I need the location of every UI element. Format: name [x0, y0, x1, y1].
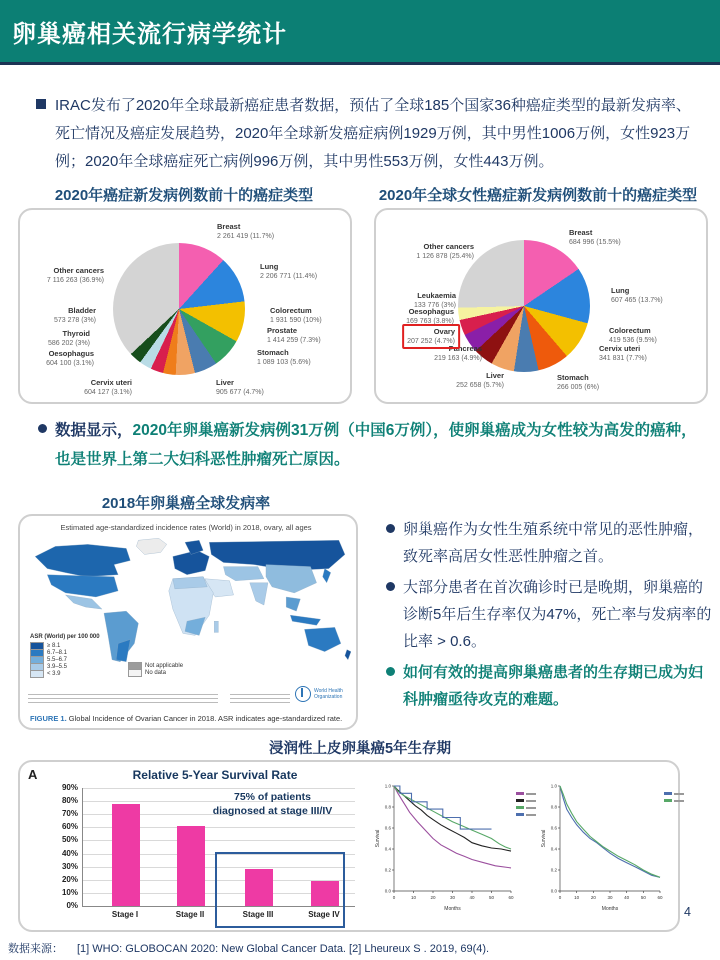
who-emblem-icon — [295, 686, 311, 702]
round-bullet-icon — [38, 424, 47, 433]
slice-value: 1 414 259 (7.3%) — [267, 336, 321, 344]
svg-text:Survival: Survival — [375, 829, 381, 848]
slice-value: 604 100 (3.1%) — [46, 359, 94, 367]
slice-value: 207 252 (4.7%) — [407, 337, 455, 345]
bullet-text: 大部分患者在首次确诊时已是晚期，卵巢癌的诊断5年后生存率仅为47%，死亡率与发病率的比率 > 0.6。 — [403, 579, 712, 650]
slice-value: 684 996 (15.5%) — [569, 238, 621, 246]
slice-value: 604 127 (3.1%) — [84, 388, 132, 396]
y-tick-label: 40% — [61, 848, 78, 858]
slice-name: Bladder — [68, 306, 96, 315]
map-section-title: 2018年卵巢癌全球发病率 — [101, 495, 271, 512]
y-tick-label: 30% — [61, 861, 78, 871]
svg-text:0.2: 0.2 — [550, 867, 557, 873]
list-item-emphasis — [386, 659, 712, 713]
km-legend-item — [516, 797, 536, 804]
legend-row — [128, 669, 183, 676]
map-legend-extra — [128, 662, 183, 676]
footer-sources — [8, 940, 489, 956]
slice-name: Lung — [260, 262, 279, 271]
y-tick-label: 70% — [61, 809, 78, 819]
slice-value: 1 931 590 (10%) — [270, 316, 322, 324]
slice-value: 2 206 771 (11.4%) — [260, 272, 318, 280]
pie-slice-label — [260, 262, 317, 281]
page-number: 4 — [684, 905, 691, 919]
world-map-panel — [18, 514, 358, 730]
km-legend-text — [526, 793, 536, 795]
x-tick-label: Stage IV — [308, 910, 340, 919]
x-tick-label: Stage II — [175, 910, 205, 919]
svg-text:0: 0 — [392, 895, 396, 900]
km-legend-text — [674, 793, 684, 795]
svg-text:50: 50 — [488, 895, 495, 900]
svg-text:0.6: 0.6 — [550, 825, 557, 831]
pie-slice-label — [456, 371, 504, 390]
slice-value: 169 763 (3.8%) — [406, 317, 454, 325]
pie-slice-label — [46, 349, 94, 368]
svg-text:20: 20 — [590, 895, 596, 900]
pie-slice-label — [270, 306, 322, 325]
svg-text:60: 60 — [657, 895, 663, 900]
svg-text:0: 0 — [558, 895, 562, 900]
intro-text: IRAC发布了2020年全球最新癌症患者数据，预估了全球185个国家36种癌症类型的最新发病率、死亡情况及癌症发展趋势，2020年全球新发癌症病例1929万例，其中男性1006万例，女性923万例；2020年全球癌症死亡病例996万例，其中男性553万例，女性443万例。 — [55, 97, 691, 170]
list-item — [386, 516, 712, 570]
pie-graphic — [113, 243, 245, 375]
slice-value: 133 776 (3%) — [413, 301, 456, 309]
pie-slice-label — [609, 326, 657, 345]
bar-chart-title: Relative 5-Year Survival Rate — [132, 768, 298, 782]
right-bullet-list — [386, 516, 712, 717]
round-bullet-icon — [386, 524, 395, 533]
survival-curve — [394, 786, 492, 829]
slice-value: 219 163 (4.9%) — [434, 354, 482, 362]
pie-slice-label — [48, 329, 90, 348]
pie-slice-label — [216, 378, 264, 397]
map-fineprint-right — [230, 694, 290, 706]
pie-slice-label — [54, 306, 96, 325]
svg-text:0.4: 0.4 — [550, 846, 557, 852]
pie-slice-label — [47, 266, 104, 285]
km-legend-swatch — [664, 799, 672, 802]
survival-panel — [18, 760, 680, 932]
list-item — [386, 574, 712, 655]
km-legend-swatch — [516, 792, 524, 795]
slice-value: 573 278 (3%) — [53, 316, 96, 324]
figure-label: FIGURE 1. — [30, 714, 67, 723]
pie-chart-all-cancers — [18, 208, 352, 404]
slice-value: 2 261 419 (11.7%) — [217, 232, 275, 240]
survival-curve-chart-1 — [372, 778, 517, 913]
who-logo — [295, 686, 348, 702]
km-legend-item — [664, 797, 684, 804]
annotation — [180, 790, 365, 818]
slice-name: Lung — [611, 286, 630, 295]
panel-letter-label: A — [28, 767, 38, 782]
svg-text:0.2: 0.2 — [384, 867, 391, 873]
gridline — [83, 788, 355, 789]
slice-value: 586 202 (3%) — [47, 339, 90, 347]
km-legend-swatch — [664, 792, 672, 795]
y-tick-label: 90% — [61, 783, 78, 792]
km-legend-item — [516, 790, 536, 797]
x-tick-label: Stage I — [111, 910, 139, 919]
pie-slice-label — [569, 228, 621, 247]
highlight-lead: 数据显示， — [55, 422, 133, 439]
legend-label: ≥ 8.1 — [47, 642, 61, 649]
km-legend-swatch — [516, 813, 524, 816]
svg-text:0.4: 0.4 — [384, 846, 391, 852]
pie-slice-label — [416, 242, 474, 261]
round-bullet-icon — [386, 667, 395, 676]
km-legend-text — [526, 807, 536, 809]
slice-name: Liver — [216, 378, 234, 387]
km-legend-2 — [664, 790, 684, 804]
svg-text:40: 40 — [469, 895, 475, 900]
svg-text:Months: Months — [601, 906, 619, 912]
km-legend-item — [516, 804, 536, 811]
slice-value: 419 536 (9.5%) — [609, 336, 657, 344]
y-tick-label: 20% — [61, 874, 78, 884]
square-bullet-icon — [36, 99, 46, 109]
y-tick-label: 0% — [66, 901, 78, 910]
map-subtitle: Estimated age-standardized incidence rates (World) in 2018, ovary, all ages — [60, 523, 312, 532]
slice-value: 341 831 (7.7%) — [599, 354, 647, 362]
slice-name: Colorectum — [270, 306, 312, 315]
slice-name: Cervix uteri — [599, 344, 641, 353]
pie-chart-title-all: 2020年癌症新发病例数前十的癌症类型 — [54, 187, 314, 204]
slice-value: 1 126 878 (25.4%) — [416, 252, 474, 260]
sources-refs: [1] WHO: GLOBOCAN 2020: New Global Cancer Data. [2] Lheureux S . 2019, 69(4). — [77, 943, 490, 955]
slice-name: Colorectum — [609, 326, 651, 335]
round-bullet-icon — [386, 582, 395, 591]
svg-text:0.8: 0.8 — [550, 804, 557, 810]
svg-text:1.0: 1.0 — [550, 783, 557, 789]
km-legend-swatch — [516, 806, 524, 809]
legend-swatch — [128, 669, 142, 677]
km-legend-1 — [516, 790, 536, 818]
svg-text:60: 60 — [508, 895, 514, 900]
slice-name: Breast — [217, 222, 241, 231]
slice-name: Thyroid — [62, 329, 90, 338]
svg-text:20: 20 — [430, 895, 436, 900]
map-caption — [30, 714, 342, 723]
slice-name: Breast — [569, 228, 593, 237]
slice-name: Ovary — [433, 327, 455, 336]
survival-curve-chart-2 — [538, 778, 666, 913]
legend-swatch — [30, 670, 44, 678]
map-fineprint — [28, 694, 218, 706]
slice-name: Other cancers — [53, 266, 104, 275]
pie-slice-label — [257, 348, 311, 367]
highlight-bullet — [38, 416, 704, 474]
pie-slice-label — [611, 286, 663, 305]
pie-chart-female-cancers — [374, 208, 708, 404]
legend-label: < 3.9 — [47, 670, 61, 677]
km-legend-swatch — [516, 799, 524, 802]
bullet-text: 卵巢癌作为女性生殖系统中常见的恶性肿瘤，致死率高居女性恶性肿瘤之首。 — [403, 521, 704, 565]
svg-text:10: 10 — [410, 895, 417, 900]
who-logo-text: World Health Organization — [314, 688, 343, 700]
km-legend-item — [664, 790, 684, 797]
sources-label: 数据来源： — [8, 943, 63, 955]
legend-label: Not applicable — [145, 662, 184, 669]
slice-value: 252 658 (5.7%) — [456, 381, 504, 389]
legend-row — [30, 670, 100, 677]
highlight-emphasis: 2020年卵巢癌新发病例31万例（中国6万例），使卵巢癌成为女性较为高发的癌种，也是世界上第二大妇科恶性肿瘤死亡原因。 — [55, 422, 697, 468]
km-legend-text — [526, 800, 536, 802]
survival-curve — [560, 786, 660, 877]
slice-name: Leukaemia — [417, 291, 456, 300]
annotation-line1: 75% of patients — [233, 791, 312, 803]
slice-name: Stomach — [557, 373, 589, 382]
slice-value: 905 677 (4.7%) — [216, 388, 264, 396]
slice-name: Stomach — [257, 348, 289, 357]
y-tick-label: 80% — [61, 796, 78, 806]
pie-slice-label — [599, 344, 647, 363]
svg-text:1.0: 1.0 — [384, 783, 391, 789]
km-legend-item — [516, 811, 536, 818]
legend-label: No data — [145, 669, 167, 676]
survival-curve — [560, 786, 660, 877]
y-tick-label: 10% — [61, 887, 78, 897]
svg-text:40: 40 — [624, 895, 630, 900]
slice-name: Oesophagus — [408, 307, 454, 316]
map-legend — [30, 634, 100, 677]
slice-value: 607 465 (13.7%) — [611, 296, 663, 304]
slice-name: Liver — [486, 371, 504, 380]
slice-value: 266 005 (6%) — [557, 383, 600, 391]
x-tick-label: Stage III — [242, 910, 274, 919]
slice-name: Prostate — [267, 326, 298, 335]
survival-section-title: 浸润性上皮卵巢癌5年生存期 — [268, 741, 452, 757]
highlight-text — [55, 416, 704, 474]
pie-slice-label — [402, 324, 460, 349]
pie-slice-label — [217, 222, 274, 241]
svg-text:30: 30 — [607, 895, 613, 900]
legend-label: 3.9–5.5 — [47, 663, 68, 670]
svg-text:0.6: 0.6 — [384, 825, 391, 831]
slice-name: Oesophagus — [48, 349, 94, 358]
y-tick-label: 60% — [61, 822, 78, 832]
svg-text:30: 30 — [449, 895, 456, 900]
svg-text:Months: Months — [444, 906, 461, 912]
bar-chart — [40, 768, 362, 926]
pie-slice-label — [84, 378, 132, 397]
slice-value: 1 089 103 (5.6%) — [257, 358, 311, 366]
slice-name: Pancreas — [448, 344, 482, 353]
km-legend-text — [674, 800, 684, 802]
figure-caption-text: Global Incidence of Ovarian Cancer in 2018. ASR indicates age-standardized rate. — [66, 714, 343, 723]
y-tick-label: 50% — [61, 835, 78, 845]
pie-slice-label — [414, 291, 456, 310]
svg-text:0.0: 0.0 — [384, 888, 391, 894]
slide-header — [0, 0, 720, 65]
bar — [177, 826, 205, 906]
svg-text:50: 50 — [640, 895, 646, 900]
svg-text:10: 10 — [574, 895, 580, 900]
slice-name: Other cancers — [423, 242, 474, 251]
legend-label: 5.5–6.7 — [47, 656, 68, 663]
bullet-text: 如何有效的提高卵巢癌患者的生存期已成为妇科肿瘤亟待攻克的难题。 — [403, 664, 704, 708]
svg-text:Survival: Survival — [541, 829, 547, 848]
pie-chart-title-female: 2020年全球女性癌症新发病例数前十的癌症类型 — [378, 187, 698, 204]
slice-value: 7 116 263 (36.9%) — [46, 276, 104, 284]
pie-slice-label — [267, 326, 321, 345]
bar — [112, 804, 140, 906]
pie-slice-label — [557, 373, 599, 392]
page-title: 卵巢癌相关流行病学统计 — [12, 21, 287, 48]
km-legend-text — [526, 814, 536, 816]
intro-paragraph — [36, 92, 704, 176]
legend-label: 6.7–8.1 — [47, 649, 68, 656]
slice-name: Cervix uteri — [90, 378, 132, 387]
svg-text:0.0: 0.0 — [550, 888, 557, 894]
annotation-line2: diagnosed at stage III/IV — [212, 805, 333, 817]
map-legend-title: ASR (World) per 100 000 — [30, 634, 100, 640]
svg-text:0.8: 0.8 — [384, 804, 391, 810]
